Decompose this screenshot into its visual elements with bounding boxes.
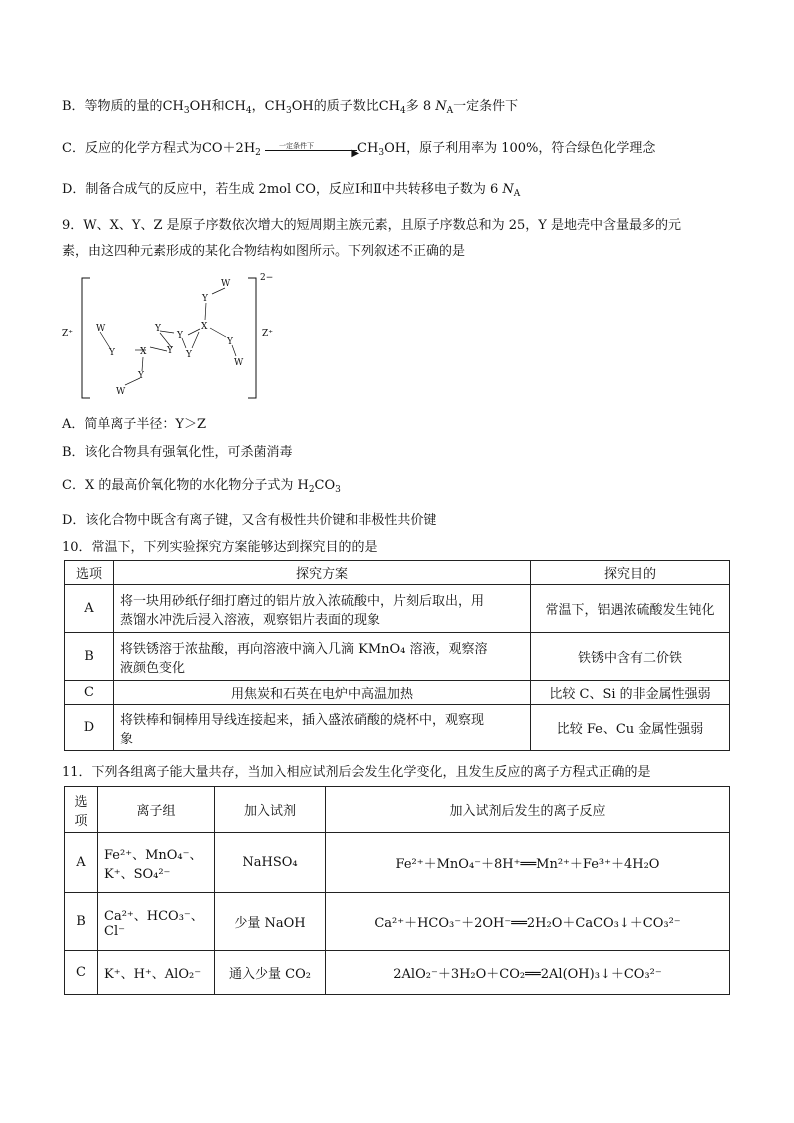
table-header-row: [65, 561, 730, 585]
row-option: A: [65, 833, 98, 893]
row-goal: 常温下，铝遇浓硫酸发生钝化: [531, 585, 730, 633]
atom-y: Y: [109, 348, 115, 358]
atom-w: W: [234, 358, 244, 368]
header-reagent: 加入试剂: [215, 787, 326, 833]
z-cation-right: Z⁺: [262, 329, 274, 339]
atom-w: W: [96, 324, 106, 334]
header-reaction: 加入试剂后发生的离子反应: [326, 787, 730, 833]
row-goal: 比较 C、Si 的非金属性强弱: [531, 681, 730, 705]
q8-option-c: C．反应的化学方程式为$CO+2H_2$ 一定条件下 ▶ $CH_3OH$，原子利用率为 100%，符合绿色化学理念: [62, 141, 656, 159]
atom-w: W: [116, 387, 126, 397]
row-goal: 比较 Fe、Cu 金属性强弱: [531, 705, 730, 751]
q9-option-d: D．该化合物中既含有离子键，又含有极性共价键和非极性共价键: [62, 513, 437, 528]
row-option: D: [65, 705, 114, 751]
row-option: C: [65, 951, 98, 995]
charge-label: 2−: [260, 273, 274, 283]
q9-stem-line1: 9．W、X、Y、Z 是原子序数依次增大的短周期主族元素，且原子序数总和为 25，Y 是地壳中含量最多的元: [62, 218, 682, 233]
row-plan: 将铁棒和铜棒用导线连接起来，插入盛浓硝酸的烧杯中，观察现 象: [114, 705, 531, 751]
atom-y: Y: [202, 294, 208, 304]
row-reagent: 少量 NaOH: [215, 893, 326, 951]
header-option: 选项: [65, 787, 98, 833]
table-row: [65, 681, 730, 705]
row-option: B: [65, 893, 98, 951]
table-row: [65, 951, 730, 995]
table-row: [65, 633, 730, 681]
row-plan: 将铁锈溶于浓盐酸，再向溶液中滴入几滴 KMnO₄ 溶液，观察溶 液颜色变化: [114, 633, 531, 681]
header-plan: 探究方案: [114, 561, 531, 585]
q10-table: [64, 560, 730, 751]
table-row: [65, 893, 730, 951]
table-row: [65, 833, 730, 893]
atom-x: X: [140, 347, 147, 357]
q11-table: [64, 786, 730, 995]
row-plan: 将一块用砂纸仔细打磨过的铝片放入浓硫酸中，片刻后取出，用 蒸馏水冲洗后浸入溶液，观察铝片表面的现象: [114, 585, 531, 633]
q11-stem: 11．下列各组离子能大量共存，当加入相应试剂后会发生化学变化，且发生反应的离子方程式正确的是: [62, 765, 651, 780]
atom-y: Y: [138, 371, 144, 381]
atom-y: Y: [186, 350, 192, 360]
row-option: C: [65, 681, 114, 705]
row-option: A: [65, 585, 114, 633]
table-row: [65, 705, 730, 751]
compound-structure-diagram: [60, 270, 290, 405]
q10-stem: 10．常温下，下列实验探究方案能够达到探究目的的是: [62, 540, 378, 555]
atom-w: W: [221, 279, 231, 289]
header-ions: 离子组: [98, 787, 215, 833]
atom-y: Y: [177, 331, 183, 341]
row-reagent: 通入少量 CO₂: [215, 951, 326, 995]
row-equation: Fe²⁺＋MnO₄⁻＋8H⁺══Mn²⁺＋Fe³⁺＋4H₂O: [326, 833, 730, 893]
atom-y: Y: [155, 324, 161, 334]
row-ions: Ca²⁺、HCO₃⁻、 Cl⁻: [98, 893, 215, 951]
q9-option-c: C．X 的最高价氧化物的水化物分子式为 $H_2CO_3$: [62, 478, 341, 495]
row-ions: K⁺、H⁺、AlO₂⁻: [98, 951, 215, 995]
row-goal: 铁锈中含有二价铁: [531, 633, 730, 681]
q9-option-a: A．简单离子半径：Y＞Z: [62, 417, 207, 432]
header-option: 选项: [65, 561, 114, 585]
atom-y: Y: [167, 346, 173, 356]
row-option: B: [65, 633, 114, 681]
row-ions: Fe²⁺、MnO₄⁻、 K⁺、SO₄²⁻: [98, 833, 215, 893]
table-row: [65, 585, 730, 633]
row-reagent: NaHSO₄: [215, 833, 326, 893]
header-goal: 探究目的: [531, 561, 730, 585]
z-cation-left: Z⁺: [62, 329, 74, 339]
row-equation: 2AlO₂⁻＋3H₂O＋CO₂══2Al(OH)₃↓＋CO₃²⁻: [326, 951, 730, 995]
table-header-row: [65, 787, 730, 833]
q9-stem-line2: 素，由这四种元素形成的某化合物结构如图所示。下列叙述不正确的是: [62, 244, 466, 259]
row-equation: Ca²⁺＋HCO₃⁻＋2OH⁻══2H₂O＋CaCO₃↓＋CO₃²⁻: [326, 893, 730, 951]
q9-option-b: B．该化合物具有强氧化性，可杀菌消毒: [62, 445, 293, 460]
atom-y: Y: [227, 337, 233, 347]
reaction-arrow: 一定条件下 ▶: [265, 142, 357, 156]
q8-option-b: B．等物质的量的$CH_3OH$和$CH_4$，$CH_3OH$的质子数比$CH_4$多 8 $N_A$一定条件下: [62, 99, 519, 116]
row-plan: 用焦炭和石英在电炉中高温加热: [114, 681, 531, 705]
atom-x: X: [201, 322, 208, 332]
q8-option-d: D．制备合成气的反应中，若生成 2mol CO，反应Ⅰ和Ⅱ中共转移电子数为 6 $N_A$: [62, 182, 521, 199]
